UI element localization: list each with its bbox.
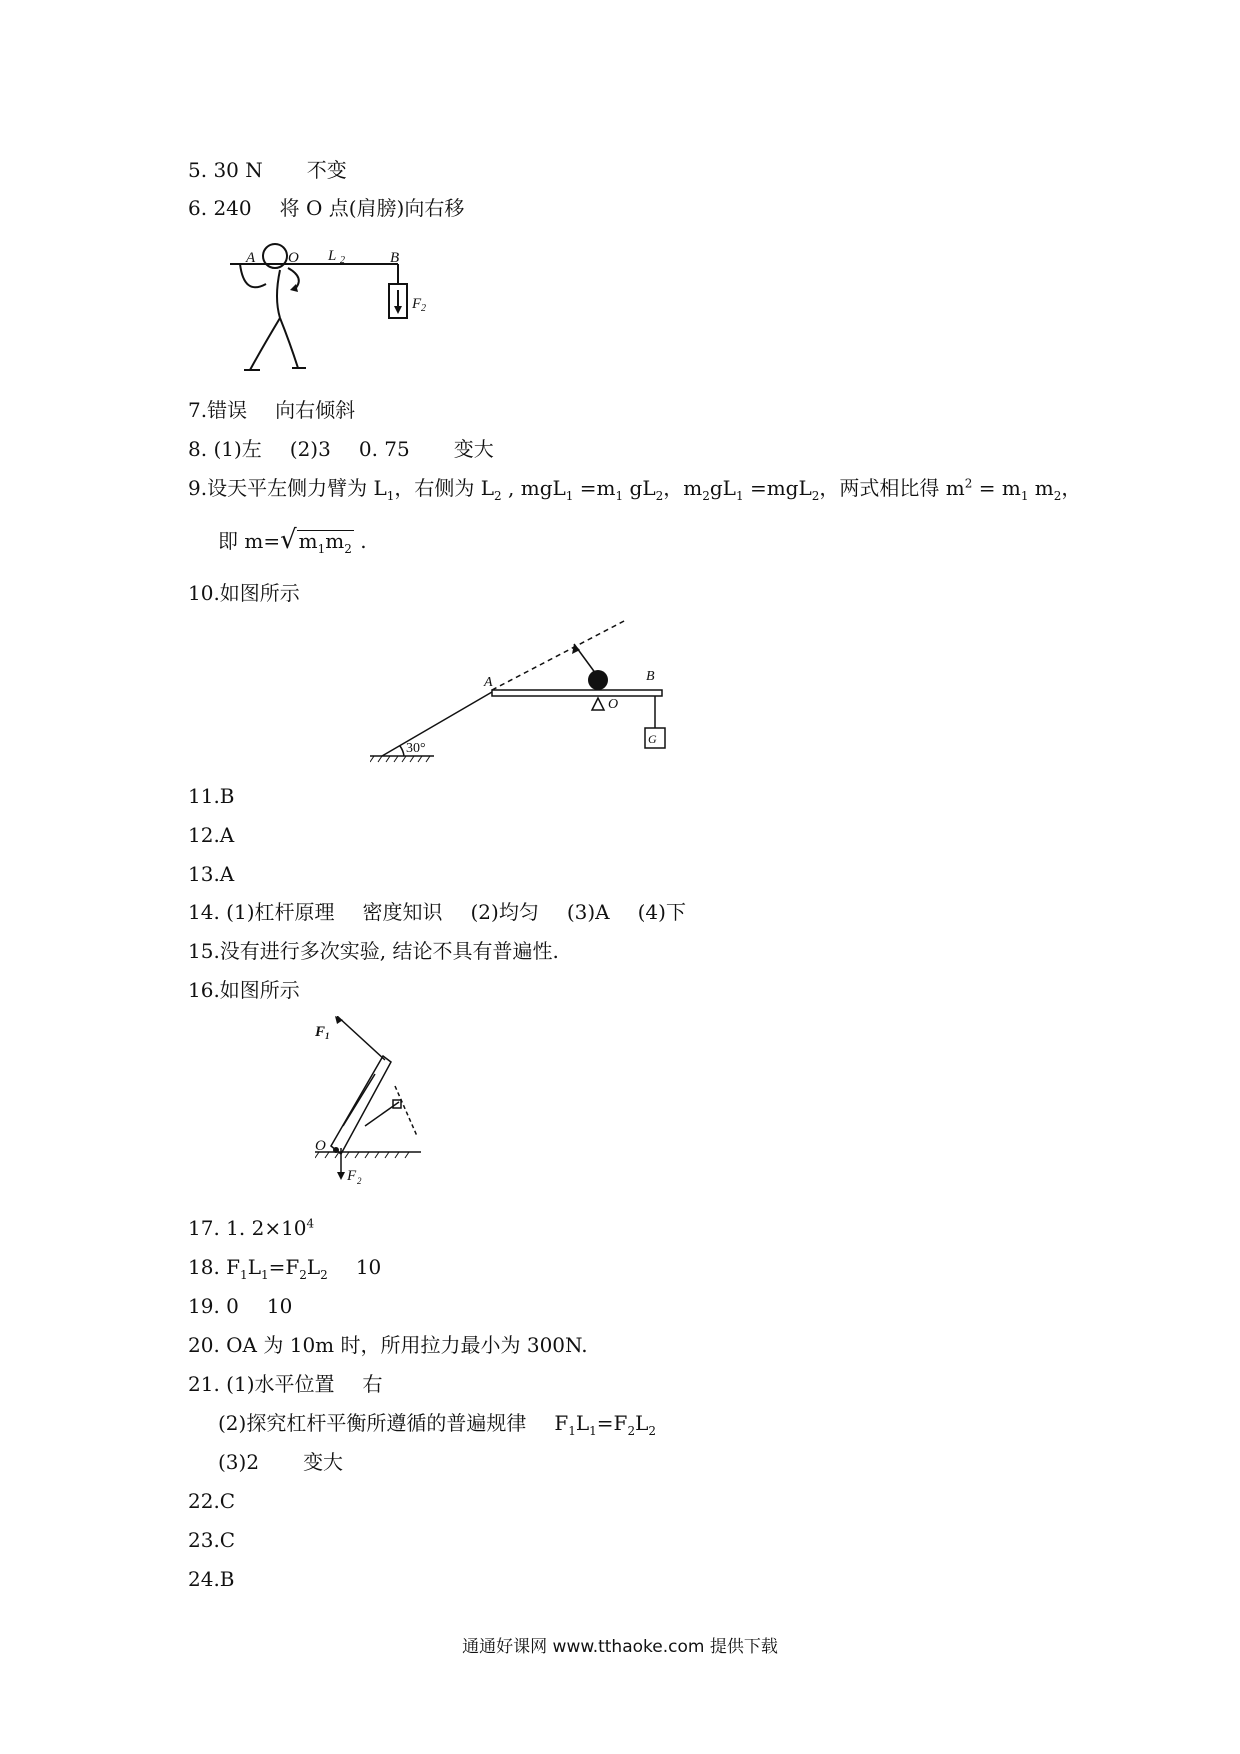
answer-23: 23.C xyxy=(188,1528,236,1552)
answer-15: 15.没有进行多次实验, 结论不具有普遍性. xyxy=(188,939,559,963)
answer-21: 21. (1)水平位置 右 xyxy=(188,1372,383,1396)
label-f1-sub: 1 xyxy=(325,1031,330,1041)
label-f2: F xyxy=(412,296,422,312)
answer-18: 18. $F_1L_1=F_2L_2$ 10 xyxy=(188,1255,382,1282)
label-l2-sub: 2 xyxy=(340,255,345,266)
answer-14: 14. (1)杠杆原理 密度知识 (2)均匀 (3)A (4)下 xyxy=(188,900,686,924)
answer-5: 5. 30 N 不变 xyxy=(188,158,347,182)
label-f2-sub: 2 xyxy=(357,1176,362,1186)
label-f2: F xyxy=(347,1168,357,1184)
label-b: B xyxy=(390,250,400,266)
answer-10: 10.如图所示 xyxy=(188,581,300,605)
answer-8: 8. (1)左 (2)3 0. 75 变大 xyxy=(188,437,494,461)
label-a: A xyxy=(246,250,256,266)
label-f2-sub: 2 xyxy=(421,303,426,314)
label-o: O xyxy=(315,1138,326,1154)
answer-19: 19. 0 10 xyxy=(188,1294,293,1318)
answer-24: 24.B xyxy=(188,1567,235,1591)
answer-20: 20. OA 为 10m 时，所用拉力最小为 300N. xyxy=(188,1333,588,1357)
answer-22: 22.C xyxy=(188,1489,236,1513)
figure-shoulder-lever xyxy=(230,238,450,378)
label-l2: L xyxy=(328,248,337,264)
answer-13: 13.A xyxy=(188,862,235,886)
answer-16: 16.如图所示 xyxy=(188,978,300,1002)
label-o: O xyxy=(288,250,299,266)
label-o: O xyxy=(608,697,619,712)
page-footer: 通通好课网 www.tthaoke.com 提供下载 xyxy=(462,1637,778,1657)
answer-21-part2: (2)探究杠杆平衡所遵循的普遍规律 $F_1L_1=F_2L_2$ xyxy=(218,1411,656,1438)
label-g: G xyxy=(648,732,657,746)
answer-6: 6. 240 将 O 点(肩膀)向右移 xyxy=(188,196,465,220)
answer-11: 11.B xyxy=(188,784,235,808)
label-f1: F xyxy=(315,1024,326,1040)
figure-inclined-lever xyxy=(370,610,690,770)
answer-9-result: 即 m=√ $m_1m_2$ . xyxy=(218,525,367,556)
label-a: A xyxy=(484,675,493,690)
answer-12: 12.A xyxy=(188,823,235,847)
figure-rod-lever xyxy=(315,1016,435,1191)
answer-7: 7.错误 向右倾斜 xyxy=(188,398,356,422)
answer-17: 17. 1. $2\times 10^4$ xyxy=(188,1216,315,1240)
answer-21-part3: (3)2 变大 xyxy=(218,1450,344,1474)
label-angle: 30° xyxy=(406,741,426,756)
answer-9: 9.设天平左侧力臂为 $L_1$，右侧为 $L_2$ , $mgL_1 =m_1$ $gL_2$，$m_2gL_1 =mgL_2$，两式相比得 $m^2 = m_1$ $m_2$， xyxy=(188,476,1082,503)
label-b: B xyxy=(646,669,655,684)
